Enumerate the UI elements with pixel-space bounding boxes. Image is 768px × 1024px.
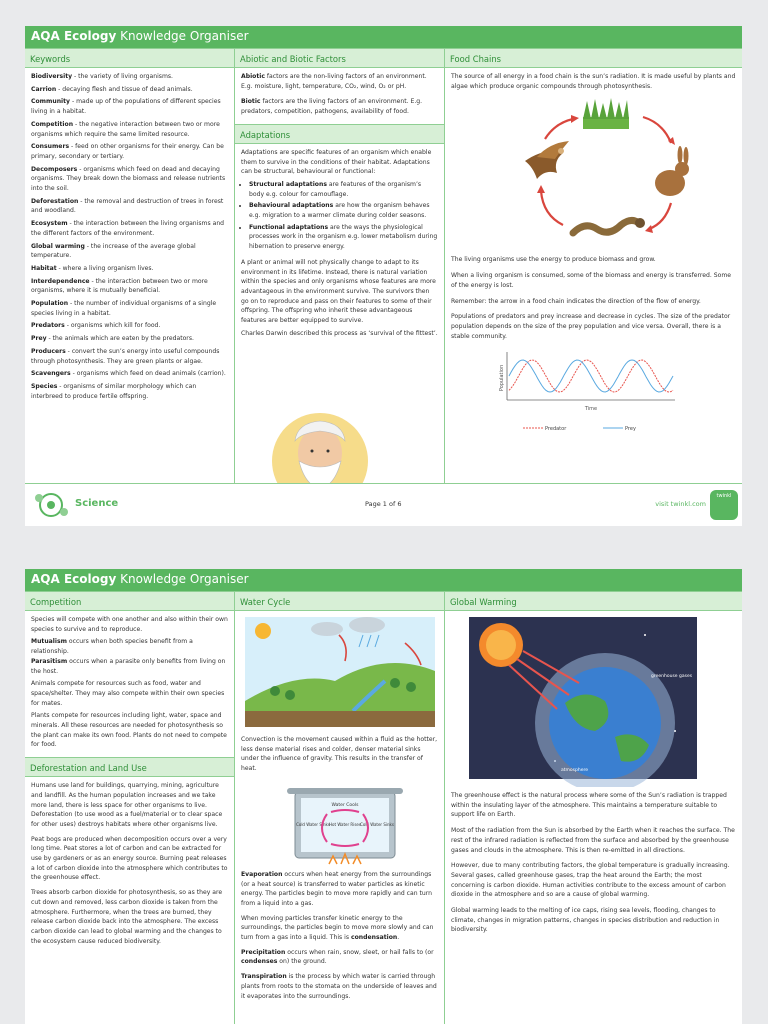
- adaptations-para-2: A plant or animal will not physically change to adapt to its environment in its lifetime. Instead, there is natural variation within the species and only organisms whose features are more advantageous in the environment survive. The survivors then go on to reproduce and pass on their features to some of their offspring. The offspring who inherit these advantageous features are better equipped to survive.: [241, 258, 436, 325]
- keyword-definition: - organisms which feed on dead and decaying organisms. They break down the biomass and release nutrients into the soil.: [31, 165, 226, 193]
- condensation-term: condensation: [350, 934, 398, 942]
- keyword-term: Scavengers: [31, 370, 71, 378]
- rabbit-icon: [655, 146, 689, 196]
- keyword-definition: - where a living organism lives.: [56, 264, 154, 272]
- keywords-list: [25, 68, 234, 408]
- cloud-icon: [311, 622, 343, 636]
- competition-p3: Animals compete for resources such as food, water and space/shelter. They may also compete within their own species for mates.: [31, 680, 225, 707]
- keyword-term: Habitat: [31, 264, 57, 272]
- mutualism-text: occurs when both species benefit from a relationship.: [31, 638, 193, 656]
- adaptations-intro: Adaptations are specific features of an organism which enable them to survive in the conditions of their habitat. Adaptations can be structural, behavioural or functional:: [241, 148, 432, 176]
- global-warming-p2: Most of the radiation from the Sun is absorbed by the Earth when it reaches the surface. The rest of the infrared radiation is reflected from the surface and absorbed by the greenhouse gases and clouds in the atmosphere. This is then re-emitted in all directions.: [451, 827, 735, 854]
- convection-pot-illustration: [235, 778, 445, 866]
- footer-science-label: Science: [75, 498, 119, 509]
- keyword-item: [31, 120, 228, 139]
- keyword-definition: - the increase of the average global temperature.: [31, 242, 196, 260]
- banner-title-rest: Knowledge Organiser: [116, 572, 249, 586]
- page-1-banner: [25, 26, 742, 48]
- keyword-term: Global warming: [31, 242, 85, 250]
- abiotic-text: factors are the non-living factors of an environment. E.g. moisture, light, temperature, CO₂, wind, O₂ or pH.: [241, 73, 427, 90]
- keyword-definition: - organisms which kill for food.: [64, 322, 161, 330]
- competition-section: [25, 611, 234, 757]
- pot-right: Cold Water Sinks: [360, 821, 394, 827]
- banner-title-rest: Knowledge Organiser: [116, 29, 249, 43]
- biotic-term: Biotic: [241, 98, 261, 106]
- science-logo-icon: [31, 490, 71, 520]
- food-chains-column: [445, 48, 742, 483]
- keywords-header: Keywords: [25, 48, 234, 68]
- keyword-term: Biodiversity: [31, 73, 73, 80]
- global-warming-header: Global Warming: [445, 591, 742, 611]
- keyword-item: [31, 142, 228, 161]
- abiotic-section: [235, 68, 444, 124]
- keyword-item: [31, 264, 228, 274]
- factors-column: [235, 48, 445, 483]
- keyword-term: Producers: [31, 347, 66, 355]
- transpiration-term: Transpiration: [241, 973, 287, 981]
- condenses-term: condenses: [241, 958, 278, 966]
- deforestation-section: [25, 777, 234, 953]
- precipitation-text: occurs when rain, snow, sleet, or hail falls to (or: [285, 948, 434, 956]
- deforestation-p1: Humans use land for buildings, quarrying, mining, agriculture and landfill. As the human population increases and we take more land, there is less space for other organisms to live. Deforestation (to use wood as a fuel/material or to clear space for other uses) destroys habitats where other organisms live.: [31, 782, 223, 828]
- hawk-icon: [525, 141, 569, 179]
- keyword-item: [31, 197, 228, 216]
- banner-title-bold: AQA Ecology: [31, 29, 117, 43]
- keyword-definition: - decaying flesh and tissue of dead animals.: [56, 85, 193, 93]
- adaptation-bullet: • Structural adaptations are features of the organism’s body e.g. colour for camouflage.: [249, 180, 438, 199]
- keywords-column: [25, 48, 235, 483]
- graph-ylabel: Population: [499, 365, 505, 392]
- arrow-icon: [541, 191, 563, 225]
- keyword-term: Ecosystem: [31, 220, 68, 228]
- sun-icon: [255, 623, 271, 639]
- cloud-icon: [349, 617, 385, 633]
- food-chains-p2: When a living organism is consumed, some of the biomass and energy is transferred. Some of the energy is lost.: [451, 272, 731, 289]
- deforestation-p3: Trees absorb carbon dioxide for photosynthesis, so as they are cut down and removed, less carbon dioxide is taken from the atmosphere. Furthermore, when the trees are burned, they release carbon dioxide back into the atmosphere. The excess carbon dioxide can lead to global warming and the changes to the ecosystem cause reduced biodiversity.: [31, 889, 223, 945]
- footer-page-number: Page 1 of 6: [365, 500, 402, 508]
- keyword-term: Species: [31, 382, 58, 390]
- keyword-definition: - the variety of living organisms.: [72, 73, 173, 80]
- competition-p4: Plants compete for resources including light, water, space and minerals. All these resources are needed for photosynthesis so the plant can make its own food. Plants do not need to compete for food.: [31, 712, 227, 749]
- water-cycle-definitions: Evaporation occurs when heat energy from the surroundings (or a heat source) is transferred to water particles as kinetic energy. The particles begin to move more rapidly and can turn from a liquid into a gas. When moving particles transfer kinetic energy to the surroundings, the particles begin to move more slowly and can turn from a gas into a liquid. This is condensation. Precipitation occurs when rain, snow, sleet, or hail falls to (or condenses on) the ground. Transpiration is the process by which water is carried through plants from roots to the stomata on the underside of leaves and it evaporates into the surroundings.: [241, 870, 437, 1000]
- water-cycle-column: [235, 591, 445, 1024]
- arrow-icon: [643, 117, 671, 143]
- keyword-definition: - organisms which feed on dead animals (carrion).: [70, 370, 226, 378]
- precipitation-term: Precipitation: [241, 948, 286, 956]
- keyword-definition: - made up of the populations of different species living in a habitat.: [31, 98, 221, 116]
- global-warming-p4: Global warming leads to the melting of ice caps, rising sea levels, flooding, changes to climate, changes in migration patterns, changes in species distribution and reduction in biodiversity.: [451, 907, 720, 934]
- keyword-term: Competition: [31, 120, 74, 128]
- condensation-text: When moving particles transfer kinetic energy to the surroundings, the particles begin to move more slowly and can turn from a gas into a liquid. This is: [241, 914, 434, 942]
- food-chains-p1: The living organisms use the energy to produce biomass and grow.: [451, 256, 656, 264]
- food-chains-p4: Populations of predators and prey increase and decrease in cycles. The size of the predator population depends on the size of the prey population and vice versa. Overall, there is a stable community.: [451, 313, 731, 340]
- keyword-definition: - convert the sun’s energy into useful compounds through photosynthesis. They are green plants or algae.: [31, 347, 220, 365]
- competition-p1: Species will compete with one another and also within their own species to survive and to reproduce.: [31, 616, 228, 633]
- keyword-definition: - the removal and destruction of trees in forest and woodland.: [31, 197, 224, 215]
- adaptations-section: [235, 144, 444, 346]
- parasitism-text: occurs when a parasite only benefits from living on the host.: [31, 657, 226, 675]
- keyword-item: [31, 85, 228, 95]
- darwin-portrait-illustration: [235, 403, 445, 483]
- food-chain-cycle-illustration: [445, 95, 742, 255]
- adaptations-header: Adaptations: [235, 124, 444, 144]
- keyword-term: Deforestation: [31, 197, 79, 205]
- deforestation-p2: Peat bogs are produced when decomposition occurs over a very long time. Peat stores a lot of carbon and can be extracted for use by gardeners or as an energy source. Burning peat releases a lot of carbon dioxide into the atmosphere which contributes to the greenhouse effect.: [31, 835, 228, 882]
- abiotic-term: Abiotic: [241, 73, 265, 80]
- legend-predator: Predator: [545, 426, 567, 433]
- keyword-term: Carrion: [31, 85, 57, 93]
- keyword-item: [31, 97, 228, 116]
- precipitation-text-2: on) the ground.: [277, 958, 327, 966]
- page-1: [25, 26, 742, 526]
- water-cycle-header: Water Cycle: [235, 591, 444, 611]
- adaptation-bullet: • Functional adaptations are the ways the physiological processes work in the organism e.g. lower metabolism during hibernation to preserve energy.: [249, 223, 438, 252]
- keyword-definition: - organisms of similar morphology which can interbreed to produce fertile offspring.: [31, 382, 197, 400]
- page-1-footer: [25, 483, 742, 526]
- keyword-definition: - the number of individual organisms of a single species living in a habitat.: [31, 300, 217, 317]
- adaptations-para-3: Charles Darwin described this process as ‘survival of the fittest’.: [241, 329, 438, 337]
- keyword-term: Decomposers: [31, 165, 78, 173]
- twinkl-badge-icon: [710, 490, 738, 520]
- global-warming-column: [445, 591, 742, 1024]
- keyword-definition: - the animals which are eaten by the predators.: [46, 335, 194, 343]
- footer-url-link[interactable]: visit twinkl.com: [655, 500, 706, 508]
- biotic-text: factors are the living factors of an environment. E.g. predators, competition, pathogens, availability of food.: [241, 98, 423, 116]
- water-cycle-illustration: [235, 611, 445, 731]
- pot-left: Cold Water Sinks: [296, 821, 330, 827]
- keyword-item: [31, 277, 228, 296]
- page-2-banner: [25, 569, 742, 591]
- global-warming-p1: The greenhouse effect is the natural process where some of the Sun’s radiation is trapped within the insulating layer of the atmosphere. This maintains a temperature suitable to support life on Earth.: [451, 792, 727, 819]
- arrow-icon: [649, 203, 671, 229]
- keyword-term: Interdependence: [31, 277, 90, 285]
- keyword-item: [31, 382, 228, 401]
- deforestation-header: Deforestation and Land Use: [25, 757, 234, 777]
- greenhouse-effect-illustration: [445, 611, 742, 787]
- keyword-item: [31, 72, 228, 82]
- gw-label-atmosphere: atmosphere: [561, 768, 588, 773]
- keyword-term: Consumers: [31, 143, 70, 151]
- keyword-term: Population: [31, 300, 69, 308]
- keyword-item: [31, 369, 228, 379]
- pot-title: Water Cools: [331, 802, 359, 808]
- graph-xlabel: Time: [584, 406, 598, 413]
- keyword-item: [31, 321, 228, 331]
- pot-mid: Hot Water Rises: [329, 821, 361, 827]
- badge-label: twinkl: [716, 493, 732, 499]
- transpiration-text: is the process by which water is carried through plants from roots to the stomata on the underside of leaves and it evaporates into the surroundings.: [241, 973, 437, 1000]
- global-warming-text: [445, 787, 742, 942]
- food-chains-p3: Remember: the arrow in a food chain indicates the direction of the flow of energy.: [451, 297, 701, 305]
- convection-text: Convection is the movement caused within a fluid as the hotter, less dense material rises and colder, denser material sinks under the influence of gravity. This results in the transfer of heat.: [241, 736, 438, 773]
- keyword-term: Prey: [31, 335, 47, 343]
- prey-line: [509, 360, 673, 392]
- evaporation-term: Evaporation: [241, 870, 283, 878]
- gw-label-greenhouse: greenhouse gases: [651, 674, 693, 679]
- keyword-item: [31, 242, 228, 261]
- mutualism-term: Mutualism: [31, 638, 67, 646]
- keyword-term: Community: [31, 98, 71, 106]
- global-warming-p3: However, due to many contributing factors, the global temperature is gradually increasing. Several gases, called greenhouse gases, trap the heat around the Earth; the most concerning is carbon dioxide. Human activities contribute to the excess amount of carbon dioxide in the atmosphere and so are a cause of global warming.: [451, 862, 730, 899]
- predator-prey-graph: [445, 348, 742, 438]
- keyword-term: Predators: [31, 322, 65, 330]
- keyword-item: [31, 165, 228, 194]
- grass-icon: [583, 98, 629, 129]
- evaporation-text: occurs when heat energy from the surroundings (or a heat source) is transferred to water particles as kinetic energy. The particles begin to move more rapidly and can turn from a liquid into a gas.: [241, 870, 433, 907]
- keyword-definition: - feed on other organisms for their energy. Can be primary, secondary or tertiary.: [31, 143, 224, 160]
- keyword-item: [31, 299, 228, 318]
- keyword-definition: - the negative interaction between two or more organisms which require the same limited resource.: [31, 120, 220, 138]
- keyword-definition: - the interaction between two or more organisms, where it is mutually beneficial.: [31, 277, 208, 295]
- parasitism-term: Parasitism: [31, 657, 68, 665]
- keyword-definition: - the interaction between the living organisms and the different factors of the environment.: [31, 220, 225, 237]
- arrow-icon: [545, 119, 573, 139]
- snake-icon: [573, 218, 645, 233]
- competition-header: Competition: [25, 591, 234, 611]
- page-2: [25, 569, 742, 1024]
- keyword-item: [31, 219, 228, 238]
- abiotic-header: Abiotic and Biotic Factors: [235, 48, 444, 68]
- keyword-item: [31, 334, 228, 344]
- keyword-item: [31, 347, 228, 366]
- competition-column: [25, 591, 235, 1024]
- adaptation-bullet: • Behavioural adaptations are how the organism behaves e.g. migration to a warmer climate during colder seasons.: [249, 201, 438, 220]
- food-chains-header: Food Chains: [445, 48, 742, 68]
- legend-prey: Prey: [625, 426, 636, 433]
- food-chains-text: [445, 255, 742, 348]
- food-chains-intro: The source of all energy in a food chain is the sun’s radiation. It is made useful by plants and algae which produce organic compounds through photosynthesis.: [451, 73, 736, 90]
- banner-title-bold: AQA Ecology: [31, 572, 117, 586]
